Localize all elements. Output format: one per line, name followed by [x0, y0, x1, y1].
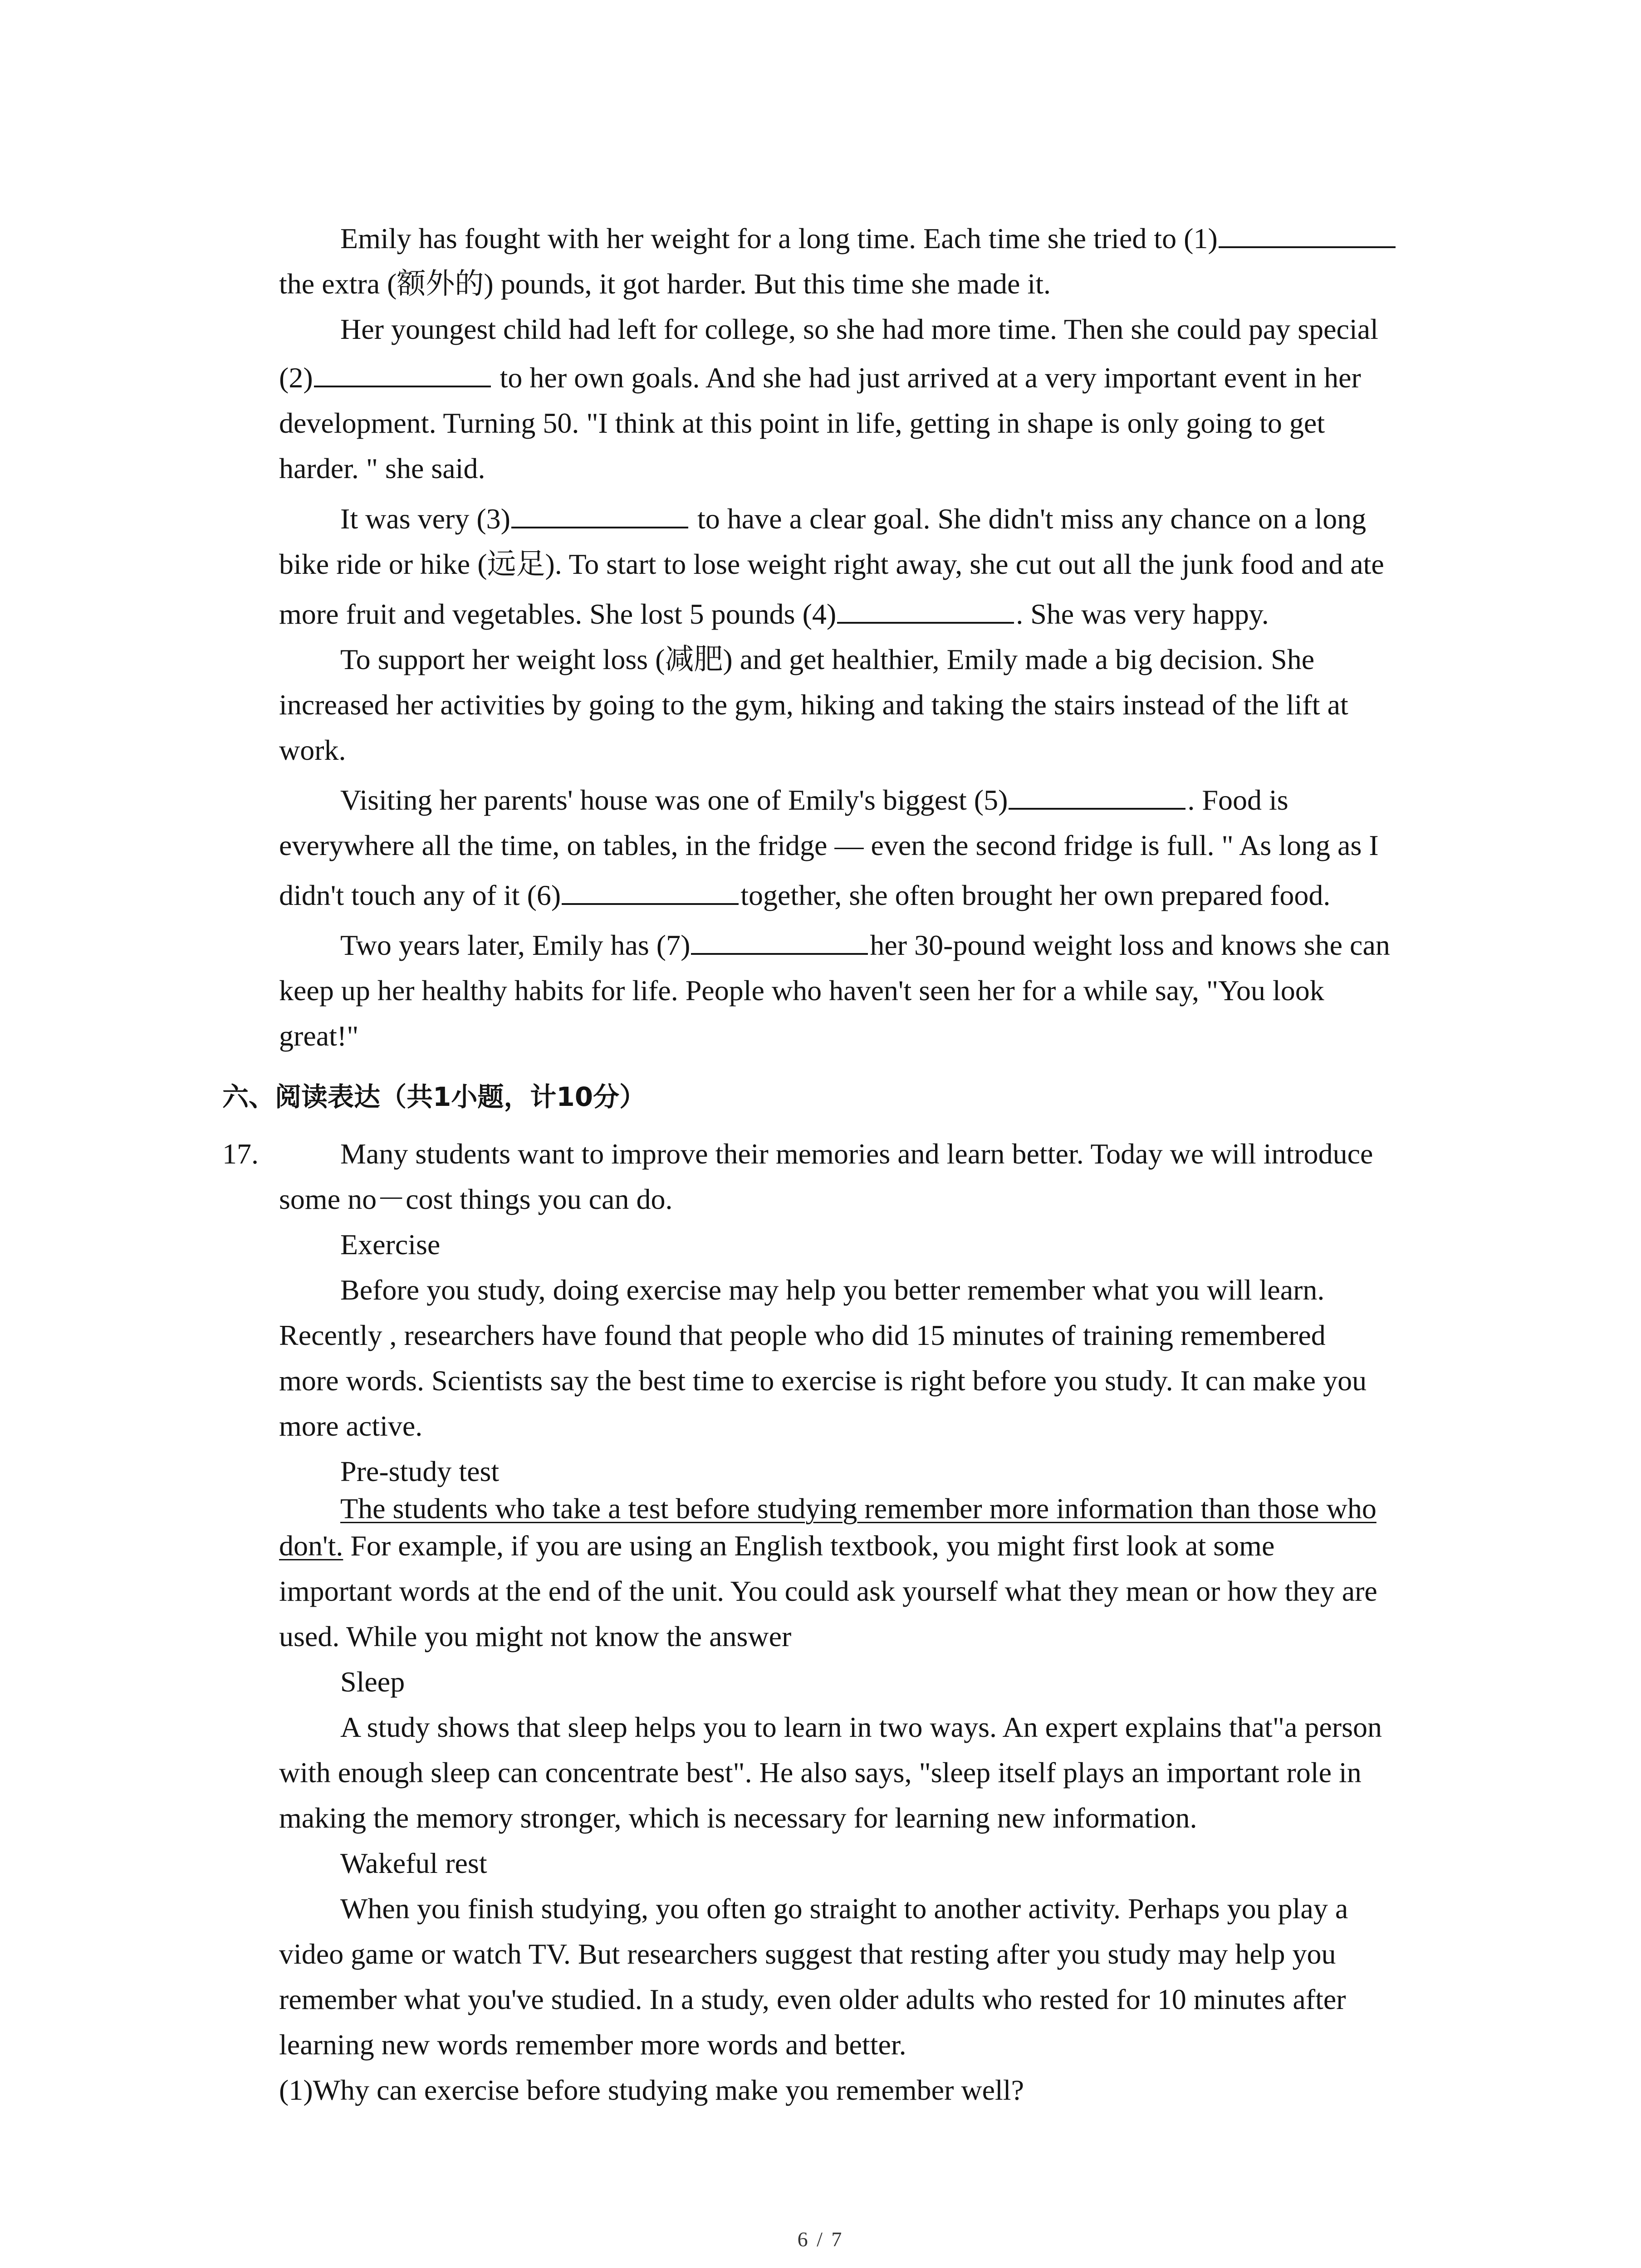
emily-p3-line2: bike ride or hike (远足). To start to lose weight right away, she cut out all the junk food and ate	[279, 548, 1384, 580]
q17-intro-line1: Many students want to improve their memories and learn better. Today we will introduce	[340, 1138, 1373, 1170]
answer-blank-5[interactable]	[1009, 784, 1185, 810]
emily-p5-line1	[340, 784, 1288, 816]
emily-p3-line1	[340, 503, 1366, 535]
prestudy-line1	[340, 1492, 1376, 1525]
emily-p1-line1	[340, 222, 1397, 255]
emily-p4-line3: work.	[279, 734, 346, 766]
prestudy-line4: used. While you might not know the answer	[279, 1620, 792, 1652]
text: to her own goals. And she had just arrived at a very important event in her	[492, 362, 1361, 394]
subheading-prestudy: Pre-study test	[340, 1455, 500, 1487]
exercise-line3: more words. Scientists say the best time to exercise is right before you study. It can make you	[279, 1364, 1367, 1397]
emily-p4-line1: To support her weight loss (减肥) and get healthier, Emily made a big decision. She	[340, 643, 1315, 675]
emily-p3-line3	[279, 598, 1269, 631]
emily-p5-line2: everywhere all the time, on tables, in the fridge — even the second fridge is full. " As long as I	[279, 829, 1379, 861]
text: (2)	[279, 362, 313, 394]
question-number: 17.	[222, 1138, 259, 1170]
sleep-line2: with enough sleep can concentrate best". He also says, "sleep itself plays an important role in	[279, 1756, 1362, 1789]
answer-blank-1[interactable]	[1219, 223, 1396, 248]
emily-p2-line2	[279, 362, 1361, 394]
text: Emily has fought with her weight for a long time. Each time she tried to (1)	[340, 222, 1218, 254]
prestudy-line3: important words at the end of the unit. You could ask yourself what they mean or how they are	[279, 1575, 1377, 1607]
subheading-wakeful-rest: Wakeful rest	[340, 1847, 487, 1879]
emily-p5-line3	[279, 879, 1330, 912]
text: . Food is	[1187, 784, 1288, 816]
wakeful-line2: video game or watch TV. But researchers suggest that resting after you study may help you	[279, 1938, 1336, 1970]
underlined-sentence-end: don't.	[279, 1530, 343, 1562]
q17-intro-line2: some no－cost things you can do.	[279, 1183, 673, 1215]
text: Visiting her parents' house was one of Emily's biggest (5)	[340, 784, 1008, 816]
text: didn't touch any of it (6)	[279, 879, 561, 911]
text: together, she often brought her own prepared food.	[740, 879, 1331, 911]
subheading-sleep: Sleep	[340, 1666, 405, 1698]
answer-blank-2[interactable]	[314, 362, 491, 387]
answer-blank-3[interactable]	[511, 503, 688, 528]
exercise-line4: more active.	[279, 1410, 423, 1442]
text: It was very (3)	[340, 503, 510, 535]
answer-blank-7[interactable]	[691, 929, 868, 955]
section-heading: 六、阅读表达（共1小题，计10分）	[222, 1081, 646, 1112]
text: . She was very happy.	[1016, 598, 1269, 630]
text: For example, if you are using an English textbook, you might first look at some	[343, 1530, 1275, 1562]
page-number: 6 / 7	[797, 2228, 844, 2251]
wakeful-line4: learning new words remember more words and better.	[279, 2028, 906, 2061]
wakeful-line3: remember what you've studied. In a study, even older adults who rested for 10 minutes after	[279, 1983, 1346, 2015]
emily-p2-line3: development. Turning 50. "I think at this point in life, getting in shape is only going to get	[279, 407, 1325, 439]
emily-p1-line2: the extra (额外的) pounds, it got harder. But this time she made it.	[279, 268, 1051, 300]
text: Two years later, Emily has (7)	[340, 929, 691, 961]
prestudy-line2	[279, 1530, 1274, 1562]
emily-p2-line4: harder. " she said.	[279, 452, 485, 484]
emily-p6-line1	[340, 929, 1390, 962]
text: more fruit and vegetables. She lost 5 pounds (4)	[279, 598, 837, 630]
emily-p6-line3: great!"	[279, 1020, 359, 1052]
underlined-sentence: The students who take a test before studying remember more information than those who	[340, 1492, 1376, 1525]
sleep-line3: making the memory stronger, which is necessary for learning new information.	[279, 1802, 1197, 1834]
emily-p2-line1: Her youngest child had left for college, so she had more time. Then she could pay special	[340, 313, 1378, 345]
text: her 30-pound weight loss and knows she can	[870, 929, 1390, 961]
wakeful-line1: When you finish studying, you often go straight to another activity. Perhaps you play a	[340, 1892, 1348, 1925]
exercise-line1: Before you study, doing exercise may help you better remember what you will learn.	[340, 1274, 1325, 1306]
sub-question-1: (1)Why can exercise before studying make you remember well?	[279, 2074, 1024, 2106]
answer-blank-4[interactable]	[837, 598, 1014, 624]
sleep-line1: A study shows that sleep helps you to learn in two ways. An expert explains that"a person	[340, 1711, 1382, 1743]
exercise-line2: Recently , researchers have found that people who did 15 minutes of training remembered	[279, 1319, 1326, 1351]
text: to have a clear goal. She didn't miss any chance on a long	[690, 503, 1367, 535]
subheading-exercise: Exercise	[340, 1228, 441, 1261]
emily-p4-line2: increased her activities by going to the gym, hiking and taking the stairs instead of the lift at	[279, 689, 1348, 721]
emily-p6-line2: keep up her healthy habits for life. People who haven't seen her for a while say, "You look	[279, 974, 1324, 1007]
answer-blank-6[interactable]	[562, 880, 739, 905]
